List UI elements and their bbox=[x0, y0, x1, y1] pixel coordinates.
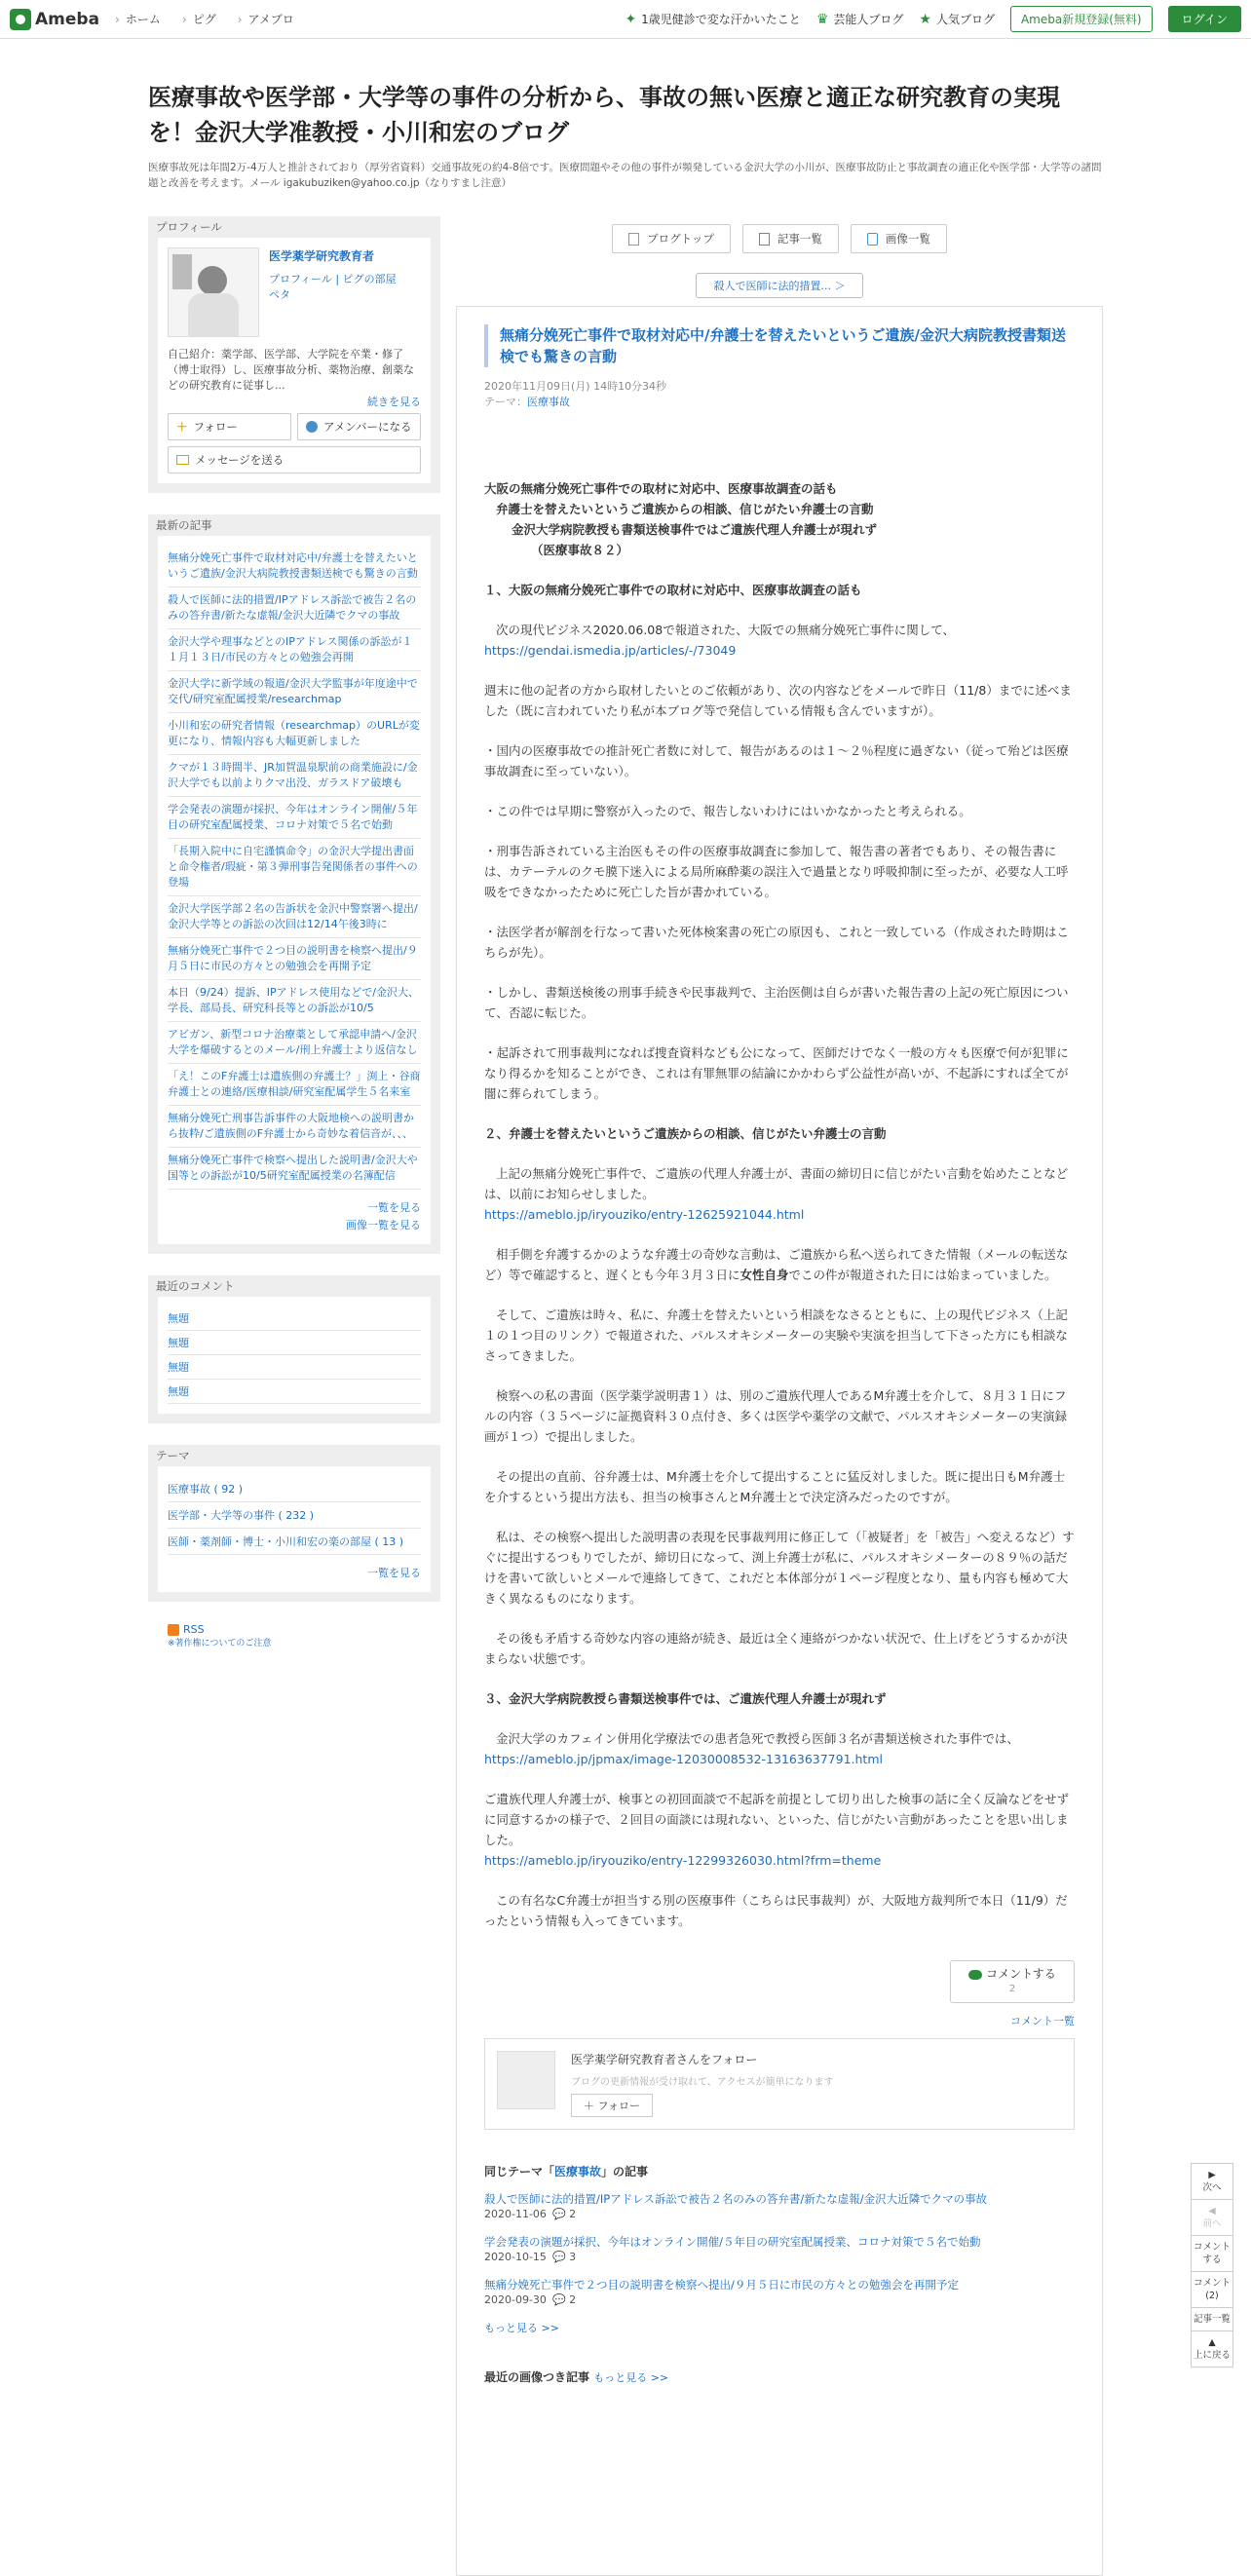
recent-comments-list bbox=[158, 1297, 431, 1414]
related-item-title[interactable]: 無痛分娩死亡事件で２つ目の説明書を検察へ提出/９月５日に市民の方々との勉強会を再開予定 bbox=[484, 2278, 959, 2292]
top-bar bbox=[0, 0, 1251, 39]
list-icon bbox=[759, 233, 770, 246]
comment-count-icon: 💬 bbox=[551, 2251, 566, 2263]
celebrity-blog-link[interactable]: ♛ 芸能人ブログ bbox=[815, 11, 904, 27]
blog-title[interactable]: 医療事故や医学部・大学等の事件の分析から、事故の無い医療と適正な研究教育の実現を！金沢大学准教授・小川和宏のブログ bbox=[148, 84, 1060, 146]
follow-subtitle: ブログの更新情報が受け取れて、アクセスが簡単になります bbox=[571, 2077, 834, 2088]
comment-icon bbox=[968, 1970, 982, 1980]
profile-heading: プロフィール bbox=[156, 220, 222, 234]
recent-article-item[interactable]: 無痛分娩死亡事件で２つ目の説明書を検察へ提出/９月５日に市民の方々との勉強会を再開予定 bbox=[168, 938, 421, 980]
follow-title: 医学薬学研究教育者さんをフォロー bbox=[571, 2053, 758, 2066]
profile-more-link[interactable]: 続きを見る bbox=[367, 396, 421, 408]
comment-count: 2 bbox=[1008, 1984, 1016, 1994]
entry-body: 大阪の無痛分娩死亡事件での取材に対応中、医療事故調査の話も 弁護士を替えたいというご遺族からの相談、信じがたい弁護士の言動 金沢大学病院教授も書類送検事件ではご遺族代理人弁護士が現れず （医療事故８２） １、大阪の無痛分娩死亡事件での取材に対応中、医療事故調査の話も 次の現代ビジネス2020.06.08で報道された、大阪での無痛分娩死亡事件に関して、 https://gendai.ismedia.jp/articles/-/73049 週末に他の記者の方から取材したいとのご依頼があり、次の内容などをメールで昨日（11/8）までに述べました（既に言われていたり私が本ブログ等で発信している情報も含んでいますが）。 ・国内の医療事故での推計死亡者数に対して、報告があるのは１〜２％程度に過ぎない（従って殆どは医療事故調査に至っていない）。 ・この件では早期に警察が入ったので、報告しないわけにはいかなかったと考えられる。 ・刑事告訴されている主治医もその件の医療事故調査に参加して、報告書の著者でもあり、その報告書には、カテーテルのクモ膜下迷入による局所麻酔薬の誤注入で過量となり呼吸抑制に至ったが、必要な人工呼吸をできなかったために死亡した旨が書かれている。 ・法医学者が解剖を行なって書いた死体検案書の死亡の原因も、これと一致している（作成された時期はこちらが先）。 ・しかし、書類送検後の刑事手続きや民事裁判で、主治医側は自らが書いた報告書の上記の死亡原因について、否認に転じた。 ・起訴されて刑事裁判になれば捜査資料なども公になって、医師だけでなく一般の方々も医療で何が犯罪になり得るかを知ることができ、これは有罪無罪の結論にかかわらず公益性が高いが、不起訴にすれば全てが闇に葬られてしまう。 ２、弁護士を替えたいというご遺族からの相談、信じがたい弁護士の言動 上記の無痛分娩死亡事件で、ご遺族の代理人弁護士が、書面の締切日に信じがたい言動を始めたことなどは、以前にお知らせしました。 https://ameblo.jp/iryouziko/entry-12625921044.html 相手側を弁護するかのような弁護士の奇妙な言動は、ご遺族から私へ送られてきた情報（メールの転送など）等で確認すると、遅くとも今年３月３日に女性自身でこの件が報道された日には始まっていました。 そして、ご遺族は時々、私に、弁護士を替えたいという相談をなさるとともに、上の現代ビジネス（上記１の１つ目のリンク）で報道された、パルスオキシメーターの実験や実演を担当して下さった方にも相談なさってきました。 検察への私の書面（医学薬学説明書１）は、別のご遺族代理人であるM弁護士を介して、８月３１日にフルの内容（３５ページに証拠資料３０点付き、多くは医学や薬学の文献で、パルスオキシメーターの実演録画が１つ）で提出しました。 その提出の直前、谷弁護士は、M弁護士を介して提出することに猛反対しました。既に提出日もM弁護士を介するという提出方法も、担当の検事さんとM弁護士とで決定済みだったのですが。 私は、その検察へ提出した説明書の表現を民事裁判用に修正して（「被疑者」を「被告」へ変えるなど）すぐに提出するつもりでしたが、締切日になって、渕上弁護士が私に、パルスオキシメーターの８９％の話だけを書いて欲しいとメールで連絡してきて、これだと本体部分が１ページ程度となり、量も内容も極めて大きく異なるものになります。 その後も矛盾する奇妙な内容の連絡が続き、最近は全く連絡がつかない状況で、仕上げをどうするかが決まらない状態です。 ３、金沢大学病院教授ら書類送検事件では、ご遺族代理人弁護士が現れず 金沢大学のカフェイン併用化学療法での患者急死で教授ら医師３名が書類送検された事件では、 https://ameblo.jp/jpmax/image-12030008532-13163637791.html ご遺族代理人弁護士が、検事との初回面談で不起訴を前提として切り出した検事の話に全く反論などをせずに同意するかの様子で、２回目の面談には現れない、といった、信じがたい言動があったことを思い出しました。 https://ameblo.jp/iryouziko/entry-12299326030.html?frm=theme この有名なC弁護士が担当する別の医療事件（こちらは民事裁判）が、大阪地方裁判所で本日（11/9）だったという情報も入ってきています。 bbox=[484, 481, 1075, 1928]
profile-intro: 自己紹介：薬学部、医学部、大学院を卒業・修了（博士取得）し、医療事故分析、薬物治療、創薬などの研究教育に従事し... bbox=[168, 348, 414, 392]
themes-heading: テーマ bbox=[156, 1449, 190, 1462]
section-heading-1: １、大阪の無痛分娩死亡事件での取材に対応中、医療事故調査の話も bbox=[484, 583, 862, 597]
follow-card-button[interactable]: ＋ フォロー bbox=[571, 2094, 653, 2117]
popular-blog-link[interactable]: ★ 人気ブログ bbox=[919, 11, 995, 27]
related-item-comments: 2 bbox=[569, 2293, 577, 2306]
float-list-button[interactable]: 記事一覧 bbox=[1192, 2308, 1232, 2331]
related-item bbox=[484, 2234, 1075, 2265]
rss-link[interactable]: RSS bbox=[183, 1623, 205, 1636]
section-heading-2: ２、弁護士を替えたいというご遺族からの相談、信じがたい弁護士の言動 bbox=[484, 1126, 887, 1141]
recent-article-item[interactable]: 殺人で医師に法的措置/IPアドレス訴訟で被告２名のみの答弁書/新たな虚報/金沢大近隣でクマの事故 bbox=[168, 587, 421, 629]
related-more-link[interactable]: もっと見る >> bbox=[484, 2322, 559, 2334]
entry-date: 2020年11月09日(月) 14時10分34秒 bbox=[484, 380, 667, 393]
recent-comment-item[interactable]: 無題 bbox=[168, 1331, 421, 1355]
comment-button[interactable]: コメントする 2 bbox=[950, 1960, 1075, 2003]
related-list bbox=[484, 2191, 1075, 2308]
recent-comment-item[interactable]: 無題 bbox=[168, 1380, 421, 1404]
float-comment-button[interactable]: コメントする bbox=[1192, 2236, 1232, 2272]
rss-icon bbox=[168, 1624, 179, 1636]
float-comments-button[interactable]: コメント(2) bbox=[1192, 2272, 1232, 2308]
article-link-4[interactable]: https://ameblo.jp/iryouziko/entry-12299326030.html?frm=theme bbox=[484, 1853, 882, 1868]
next-entry-button[interactable]: ▶ 次へ bbox=[1192, 2164, 1232, 2200]
profile-avatar[interactable] bbox=[168, 247, 259, 337]
recent-comments-box bbox=[148, 1275, 440, 1423]
back-to-top-button[interactable]: ▲ 上に戻る bbox=[1193, 2337, 1231, 2361]
up-arrow-icon: ▲ bbox=[1208, 2337, 1216, 2348]
star-icon: ★ bbox=[919, 11, 931, 27]
sparkle-icon: ✦ bbox=[625, 11, 637, 27]
recent-article-item[interactable]: 金沢大学医学部２名の告訴状を金沢中警察署へ提出/金沢大学等との訴訟の次回は12/14午後3時に bbox=[168, 896, 421, 938]
recent-comment-item[interactable]: 無題 bbox=[168, 1307, 421, 1331]
crown-icon: ♛ bbox=[815, 11, 829, 27]
follow-card bbox=[484, 2038, 1075, 2130]
themes-box bbox=[148, 1445, 440, 1602]
related-item-comments: 2 bbox=[569, 2208, 577, 2220]
recent-article-item[interactable]: クマが１３時間半、JR加賀温泉駅前の商業施設に/金沢大学でも以前よりクマ出没、ガラスドア破壊も bbox=[168, 755, 421, 797]
related-item bbox=[484, 2191, 1075, 2222]
related-item-comments: 3 bbox=[569, 2251, 577, 2263]
top-right bbox=[625, 6, 1241, 32]
recent-article-item[interactable]: 金沢大学や理事などとのIPアドレス関係の訴訟が１１月１３日/市民の方々との勉強会再開 bbox=[168, 629, 421, 671]
ameba-logo[interactable]: Ameba bbox=[10, 9, 99, 30]
related-item-date: 2020-09-30 bbox=[484, 2293, 547, 2306]
tab-images[interactable]: 画像一覧 bbox=[851, 224, 947, 253]
recent-articles-list bbox=[158, 536, 431, 1199]
prev-entry-link[interactable]: 殺人で医師に法的措置... ＞ bbox=[696, 273, 863, 298]
trend-link[interactable]: ✦ 1歳児健診で変な汗かいたこと bbox=[625, 11, 801, 27]
recent-article-item[interactable]: 「え！このF弁護士は遺族側の弁護士？」渕上・谷商弁護士との連絡/医療相談/研究室配属学生５名来室 bbox=[168, 1064, 421, 1106]
amember-icon bbox=[306, 421, 318, 433]
recent-article-item[interactable]: 金沢大学に新学域の報道/金沢大学監事が年度途中で交代/研究室配属授業/researchmap bbox=[168, 671, 421, 713]
message-button[interactable]: メッセージを送る bbox=[168, 446, 421, 474]
tab-blogtop[interactable]: ブログトップ bbox=[612, 224, 731, 253]
main-column bbox=[456, 216, 1103, 2576]
amember-button[interactable]: アメンバーになる bbox=[297, 413, 421, 440]
camera-icon bbox=[867, 233, 878, 246]
section-heading-3: ３、金沢大学病院教授ら書類送検事件では、ご遺族代理人弁護士が現れず bbox=[484, 1691, 887, 1706]
comments-heading: 最近のコメント bbox=[156, 1279, 235, 1293]
entry-meta: 2020年11月09日(月) 14時10分34秒 テーマ：医療事故 bbox=[484, 379, 1075, 410]
entry-title[interactable]: 無痛分娩死亡事件で取材対応中/弁護士を替えたいというご遺族/金沢大病院教授書類送検でも驚きの言動 bbox=[484, 324, 1075, 367]
article-link-1[interactable]: https://gendai.ismedia.jp/articles/-/73049 bbox=[484, 643, 737, 658]
recent-list-link[interactable]: 一覧を見る bbox=[367, 1201, 421, 1214]
login-button[interactable]: ログイン bbox=[1168, 6, 1241, 32]
recent-heading: 最新の記事 bbox=[156, 518, 212, 532]
back-icon: ◀ bbox=[1208, 2206, 1216, 2216]
recent-comment-item[interactable]: 無題 bbox=[168, 1355, 421, 1380]
recent-article-item[interactable]: アビガン、新型コロナ治療薬として承認申請へ/金沢大学を爆破するとのメール/刑上弁護士より返信なし bbox=[168, 1022, 421, 1064]
related-item bbox=[484, 2277, 1075, 2308]
floating-nav bbox=[1191, 2163, 1233, 2368]
comment-count-icon: 💬 bbox=[551, 2293, 566, 2306]
blog-description: 医療事故死は年間2万-4万人と推計されており（厚労省資料）交通事故死の約4-8倍です。医療問題やその他の事件が頻発している金沢大学の小川が、医療事故防止と事故調査の適正化や医学部・大学等の諸問題と改善を考えます。メール igakubuziken@yahoo.co.jp（なりすまし注意） bbox=[148, 162, 1102, 189]
theme-item[interactable]: 医師・薬剤師・博士・小川和宏の楽の部屋 ( 13 ) bbox=[168, 1529, 421, 1555]
recent-article-item[interactable]: 「長期入院中に自宅謹慎命令」の金沢大学提出書面と命令権者/瑕疵・第３弾刑事告発関係者の事件への登場 bbox=[168, 839, 421, 896]
recent-article-item[interactable]: 小川和宏の研究者情報（researchmap）のURLが変更になり、情報内容も大幅更新しました bbox=[168, 713, 421, 755]
related-item-title[interactable]: 学会発表の演題が採択、今年はオンライン開催/５年目の研究室配属授業、コロナ対策で５名で始動 bbox=[484, 2235, 981, 2249]
nav-ameblo[interactable]: › アメブロ bbox=[238, 11, 294, 27]
entry-theme-link[interactable]: 医療事故 bbox=[527, 396, 570, 408]
comment-count-icon: 💬 bbox=[551, 2208, 566, 2220]
play-icon: ▶ bbox=[1208, 2170, 1216, 2180]
document-icon bbox=[628, 233, 639, 246]
sidebar bbox=[148, 216, 440, 1648]
recent-article-item[interactable]: 本日（9/24）提訴、IPアドレス使用などで/金沢大、学長、部局長、研究科長等との訴訟が10/5 bbox=[168, 980, 421, 1022]
profile-link[interactable]: プロフィール bbox=[269, 273, 332, 285]
article-link-3[interactable]: https://ameblo.jp/jpmax/image-12030008532-13163637791.html bbox=[484, 1752, 883, 1766]
image-list-link[interactable]: 画像一覧を見る bbox=[346, 1219, 421, 1231]
ameba-logo-icon bbox=[10, 9, 31, 30]
theme-item[interactable]: 医療事故 ( 92 ) bbox=[168, 1476, 421, 1502]
recent-article-item[interactable]: 無痛分娩死亡刑事告訴事件の大阪地検への説明書から抜粋/ご遺族側のF弁護士から奇妙な着信音が、、、 bbox=[168, 1106, 421, 1148]
related-item-title[interactable]: 殺人で医師に法的措置/IPアドレス訴訟で被告２名のみの答弁書/新たな虚報/金沢大近隣でクマの事故 bbox=[484, 2192, 988, 2206]
related-item-date: 2020-10-15 bbox=[484, 2251, 547, 2263]
nav-home[interactable]: › ホーム bbox=[115, 11, 161, 27]
follow-button[interactable]: ＋ フォロー bbox=[168, 413, 291, 440]
copyright-notice-link[interactable]: ※著作権についてのご注意 bbox=[168, 1639, 272, 1648]
blog-tabs bbox=[456, 224, 1103, 253]
related-heading: 同じテーマ「医療事故」の記事 bbox=[484, 2165, 649, 2178]
blog-header bbox=[148, 80, 1103, 191]
entry-card bbox=[456, 306, 1103, 2576]
comment-list-link[interactable]: コメント一覧 bbox=[1010, 2015, 1075, 2027]
theme-item[interactable]: 医学部・大学等の事件 ( 232 ) bbox=[168, 1502, 421, 1529]
top-nav bbox=[115, 11, 294, 27]
recent-article-item[interactable]: 無痛分娩死亡事件で取材対応中/弁護士を替えたいというご遺族/金沢大病院教授書類送検でも驚きの言動 bbox=[168, 546, 421, 587]
profile-name[interactable]: 医学薬学研究教育者 bbox=[269, 249, 375, 263]
recent-article-item[interactable]: 学会発表の演題が採択、今年はオンライン開催/５年目の研究室配属授業、コロナ対策で５名で始動 bbox=[168, 797, 421, 839]
peta-link[interactable]: ペタ bbox=[269, 288, 290, 301]
themes-list bbox=[158, 1466, 431, 1565]
plus-icon: ＋ bbox=[176, 420, 188, 434]
recent-articles-box bbox=[148, 514, 440, 1254]
related-item-date: 2020-11-06 bbox=[484, 2208, 547, 2220]
related-theme-link[interactable]: 医療事故 bbox=[554, 2165, 602, 2178]
nav-pigg[interactable]: › ピグ bbox=[182, 11, 216, 27]
envelope-icon bbox=[176, 455, 189, 465]
themes-list-link[interactable]: 一覧を見る bbox=[367, 1567, 421, 1579]
prev-entry-button[interactable]: ◀ 前へ bbox=[1192, 2200, 1232, 2236]
follow-avatar[interactable] bbox=[497, 2051, 555, 2109]
register-button[interactable]: Ameba新規登録(無料) bbox=[1010, 6, 1153, 32]
image-entries-more-link[interactable]: もっと見る >> bbox=[593, 2371, 669, 2384]
tab-articles[interactable]: 記事一覧 bbox=[742, 224, 839, 253]
image-entries-heading: 最近の画像つき記事 もっと見る >> bbox=[484, 2370, 669, 2384]
pigg-room-link[interactable]: ピグの部屋 bbox=[342, 273, 397, 285]
article-link-2[interactable]: https://ameblo.jp/iryouziko/entry-12625921044.html bbox=[484, 1207, 805, 1222]
recent-article-item[interactable]: 無痛分娩死亡事件で検察へ提出した説明書/金沢大や国等との訴訟が10/5研究室配属授業の名簿配信 bbox=[168, 1148, 421, 1190]
profile-box: プロフィール 医学薬学研究教育者 プロフィール | ピグの部屋 ペタ 自己紹介：薬学部、医学部、大学院を卒業・修了（博士取得）し、医療事故分析、薬物治療、創薬などの研究教育に従事し... 続きを見る ＋ フォロー アメンバーになる メッセージを送る bbox=[148, 216, 440, 493]
